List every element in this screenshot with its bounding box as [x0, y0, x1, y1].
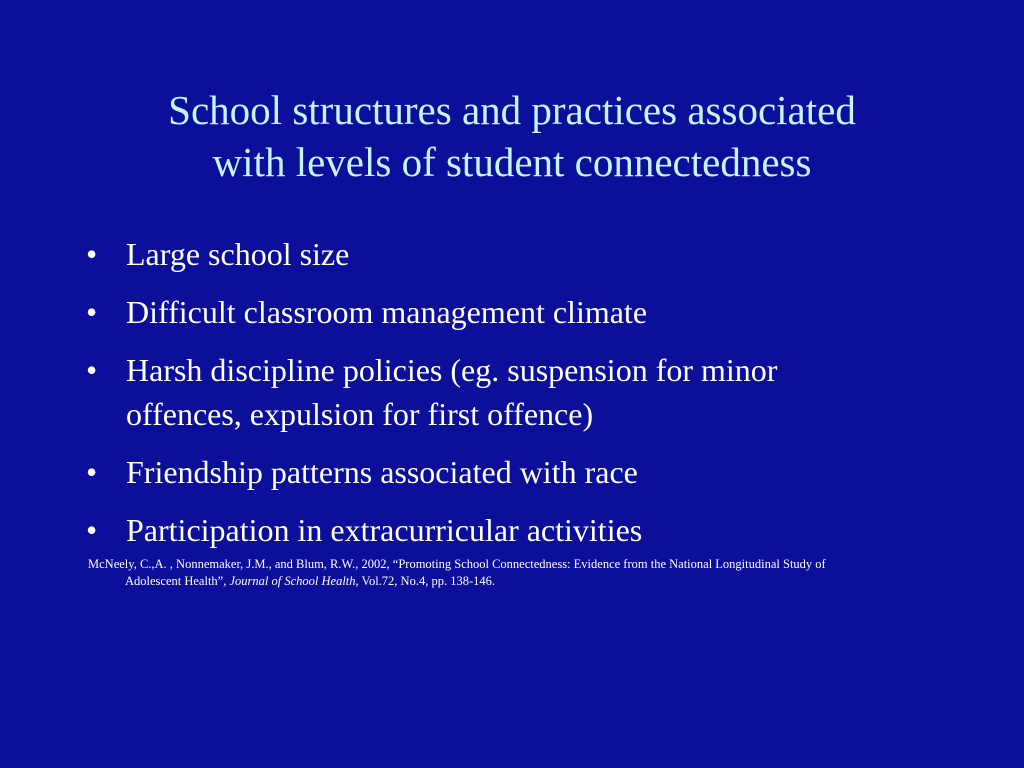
citation [88, 556, 948, 590]
bullet-text-line: Difficult classroom management climate [126, 294, 648, 330]
bullet-item [86, 348, 966, 436]
bullet-list [86, 232, 966, 566]
citation-journal: Journal of School Health [229, 574, 356, 588]
slide-title-line-2: with levels of student connectedness [212, 139, 812, 185]
bullet-glyph: • [86, 352, 98, 388]
citation-line-2-start: Adolescent Health”, [125, 574, 230, 588]
citation-line-2-end: , Vol.72, No.4, pp. 138-146. [355, 574, 495, 588]
bullet-text-line: Friendship patterns associated with race [126, 454, 638, 490]
bullet-glyph: • [86, 294, 98, 330]
bullet-glyph: • [86, 512, 98, 548]
bullet-text [126, 348, 966, 436]
bullet-glyph: • [86, 236, 98, 272]
bullet-text-line: offences, expulsion for first offence) [126, 396, 594, 432]
citation-line-1: McNeely, C.,A. , Nonnemaker, J.M., and Blum, R.W., 2002, “Promoting School Connectedness: Evidence from the National Longitudinal Study of [88, 557, 826, 571]
bullet-item [86, 508, 966, 552]
citation-line-2 [88, 573, 948, 590]
bullet-text-line: Harsh discipline policies (eg. suspension for minor [126, 352, 778, 388]
slide-title [60, 84, 964, 188]
bullet-text [126, 232, 966, 276]
bullet-text [126, 290, 966, 334]
bullet-text-line: Participation in extracurricular activities [126, 512, 643, 548]
bullet-item [86, 450, 966, 494]
bullet-glyph: • [86, 454, 98, 490]
bullet-text [126, 450, 966, 494]
bullet-item [86, 290, 966, 334]
bullet-text [126, 508, 966, 552]
slide-title-line-1: School structures and practices associated [168, 87, 856, 133]
bullet-text-line: Large school size [126, 236, 350, 272]
bullet-item [86, 232, 966, 276]
